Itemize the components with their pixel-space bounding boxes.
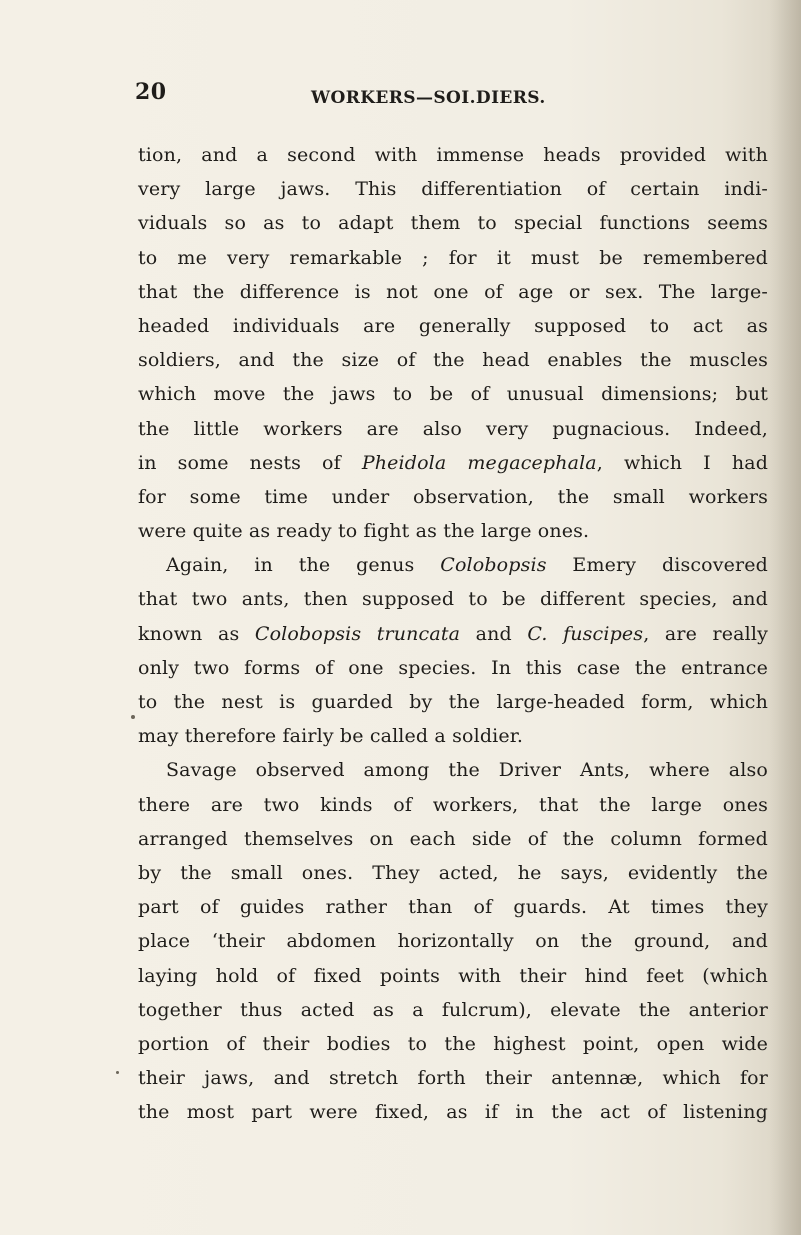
text-line: headed individuals are generally supposed to act as [138, 314, 768, 337]
text-line: to me very remarkable ; for it must be remembered [138, 246, 768, 269]
text-line: were quite as ready to fight as the large ones. [138, 520, 590, 543]
text-segment: known as [138, 622, 255, 645]
text-line: there are two kinds of workers, that the large ones [138, 793, 768, 816]
text-line: portion of their bodies to the highest point, open wide [138, 1032, 768, 1055]
text-line: place ‘their abdomen horizontally on the ground, and [138, 930, 768, 953]
text-segment: , are really [643, 622, 768, 645]
text-line: for some time under observation, the small workers [138, 485, 768, 508]
text-line: which move the jaws to be of unusual dimensions; but [138, 383, 768, 406]
text-line: very large jaws. This differentiation of certain indi- [138, 178, 768, 201]
text-line: the little workers are also very pugnacious. Indeed, [138, 417, 768, 440]
text-line: part of guides rather than of guards. At times they [138, 896, 768, 919]
text-line: together thus acted as a fulcrum), elevate the anterior [138, 998, 768, 1021]
text-line: may therefore fairly be called a soldier. [138, 725, 524, 748]
paper-speck [131, 715, 135, 719]
italic-text: Pheidola megacephala [361, 451, 597, 474]
page-header [0, 0, 801, 120]
text-line: arranged themselves on each side of the column formed [138, 827, 768, 850]
text-line: that the difference is not one of age or sex. The large- [138, 280, 768, 303]
text-segment: Emery discovered [546, 554, 768, 577]
text-segment: , which I had [596, 451, 769, 474]
text-line [138, 548, 768, 582]
text-line: that two ants, then supposed to be different species, and [138, 588, 768, 611]
text-line [138, 617, 768, 651]
text-segment: Again, in the genus [166, 554, 441, 577]
text-segment: in some nests of [138, 451, 362, 474]
italic-text: C. fuscipes [527, 622, 644, 645]
text-segment: and [460, 622, 528, 645]
text-line: viduals so as to adapt them to special functions seems [138, 212, 768, 235]
text-line: tion, and a second with immense heads provided with [138, 144, 768, 166]
text-line: soldiers, and the size of the head enables the muscles [138, 349, 768, 372]
running-head: WORKERS—SOI.DIERS. [311, 88, 546, 108]
page-edge-shadow [769, 0, 801, 1235]
italic-text: Colobopsis truncata [254, 622, 461, 645]
text-line: only two forms of one species. In this case the entrance [138, 656, 768, 679]
italic-text: Colobopsis [440, 554, 547, 577]
text-line: Savage observed among the Driver Ants, where also [166, 759, 768, 782]
text-line: to the nest is guarded by the large-headed form, which [138, 691, 768, 713]
page-number: 20 [135, 79, 167, 105]
text-line: their jaws, and stretch forth their antennæ, which for [138, 1067, 768, 1090]
paper-speck [116, 1071, 119, 1074]
text-line [138, 446, 768, 480]
text-line: laying hold of fixed points with their hind feet (which [138, 964, 768, 987]
text-line: by the small ones. They acted, he says, evidently the [138, 861, 768, 884]
text-line: the most part were fixed, as if in the act of listening [138, 1101, 768, 1124]
body-text [138, 138, 768, 1129]
